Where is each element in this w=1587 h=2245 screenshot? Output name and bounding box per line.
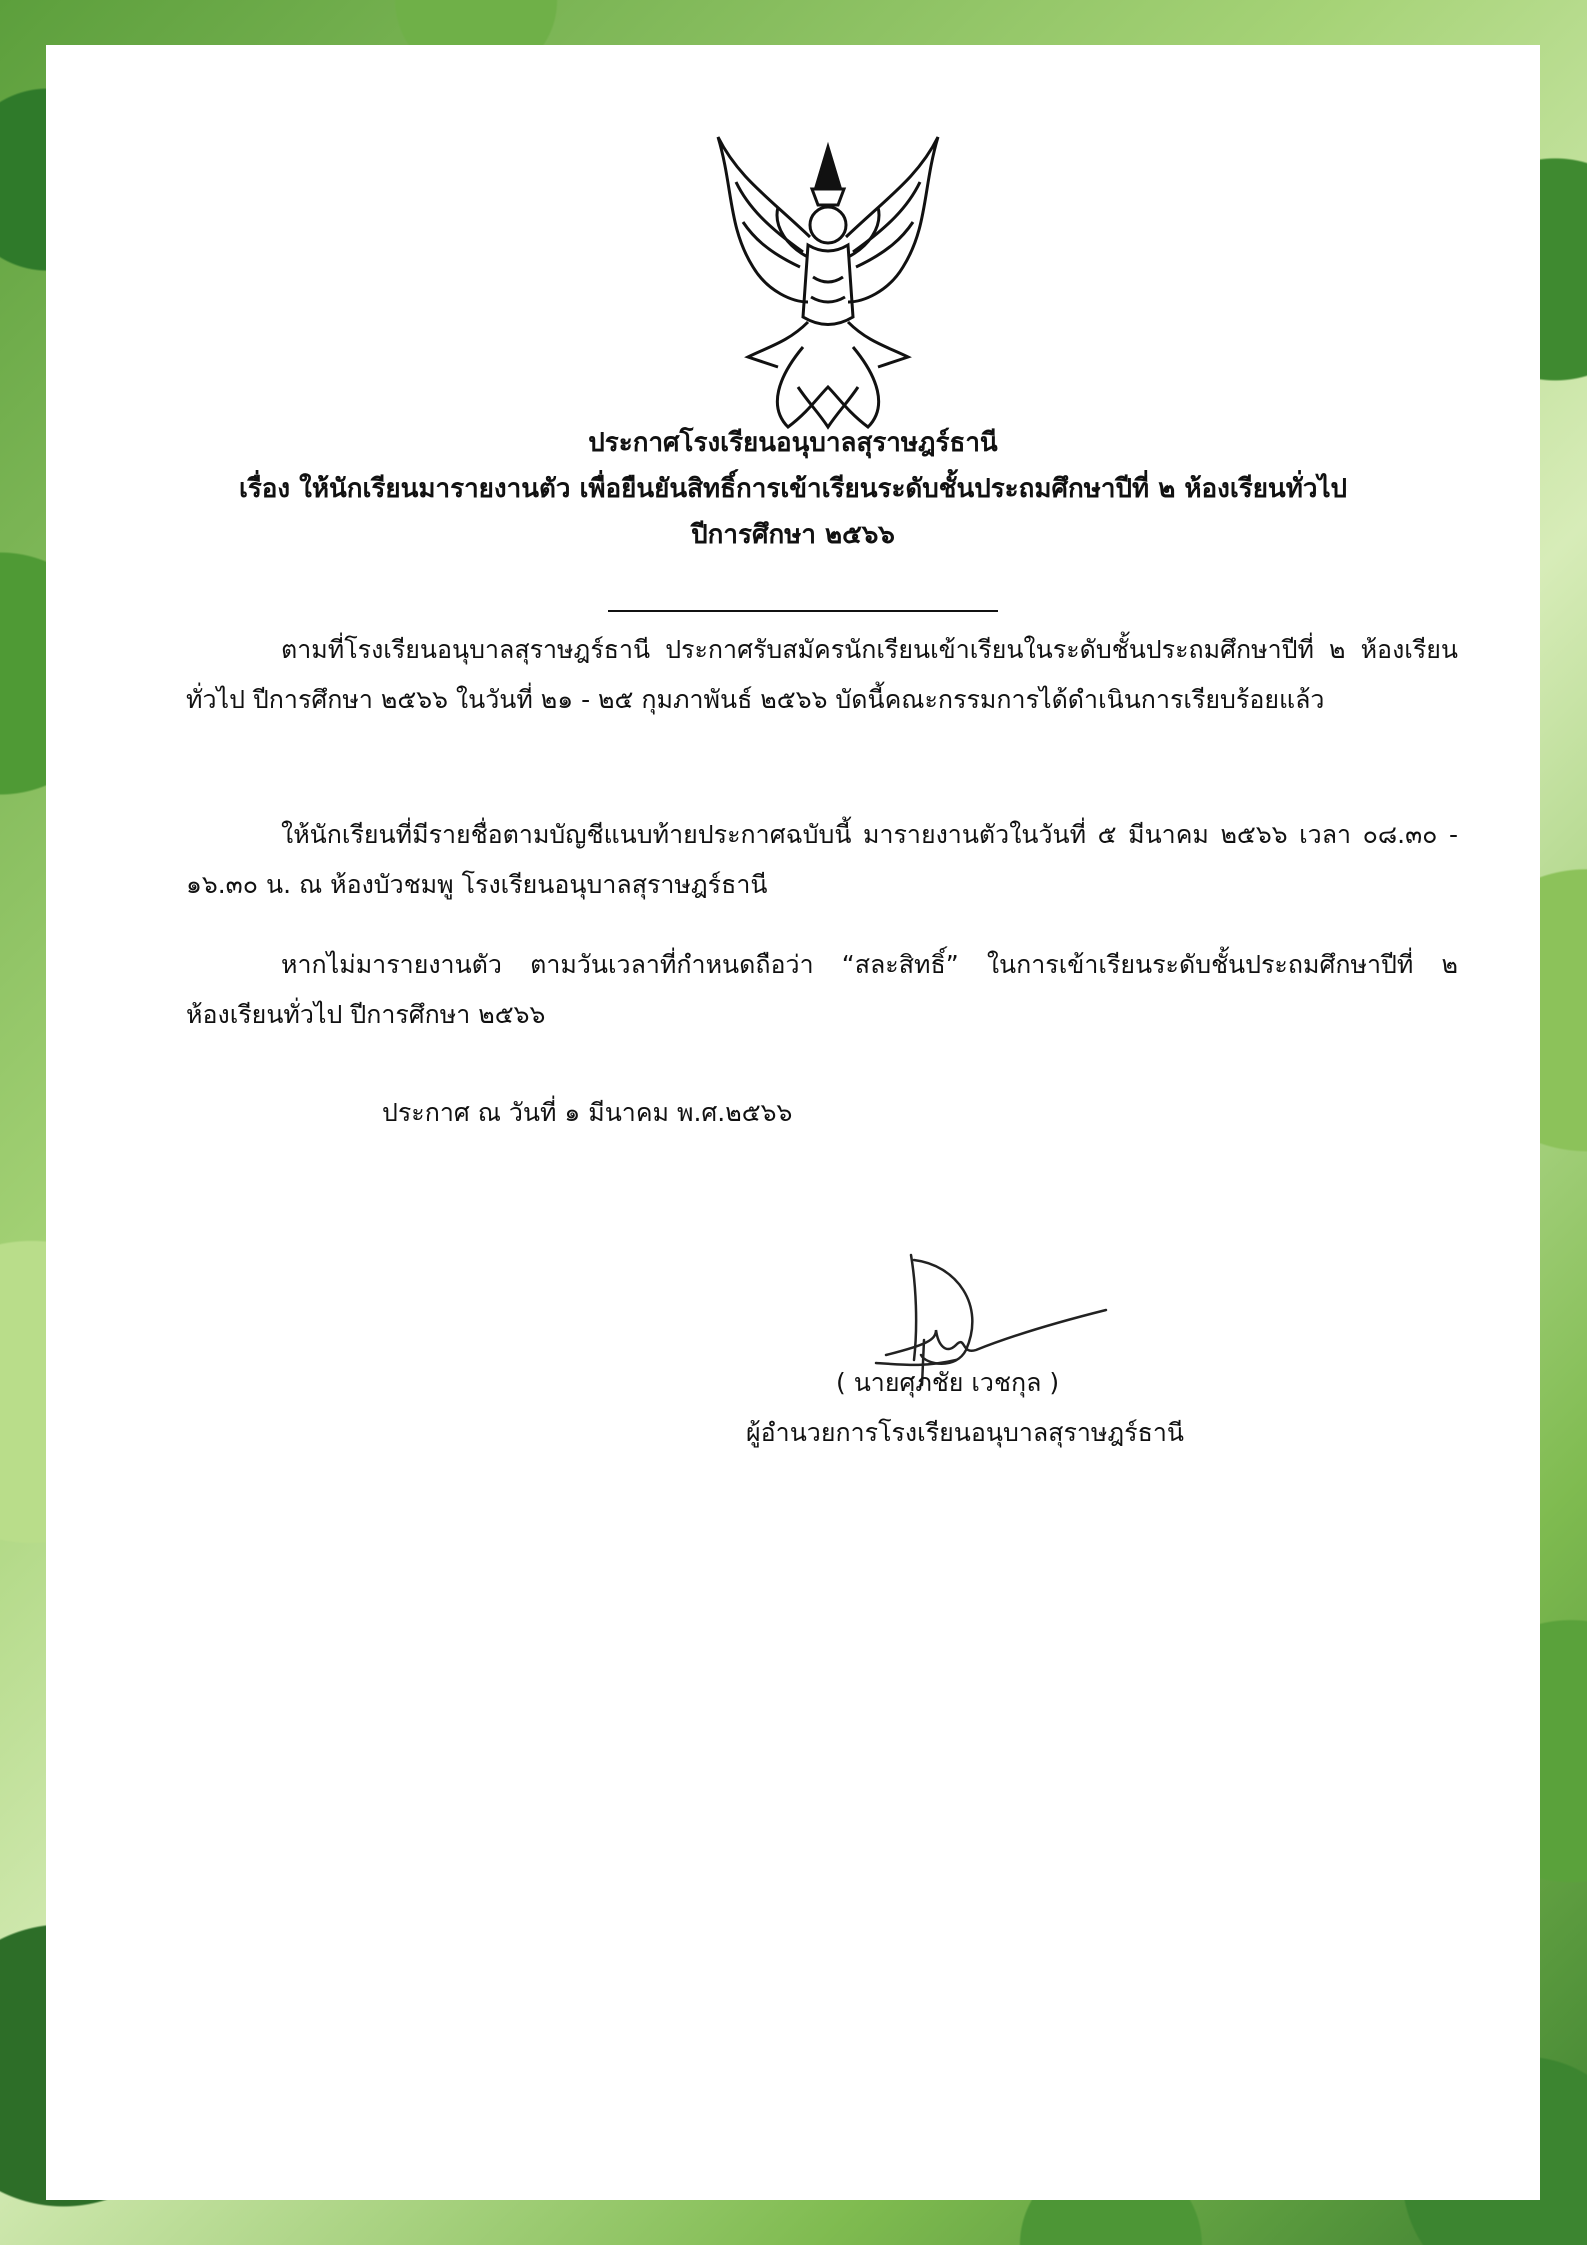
heading-line-3: ปีการศึกษา ๒๕๖๖ — [691, 520, 895, 550]
signer-title: ผู้อำนวยการโรงเรียนอนุบาลสุราษฎร์ธานี — [746, 1418, 1184, 1447]
body-paragraph-3-text: หากไม่มารายงานตัว ตามวันเวลาที่กำหนดถือว่า “สละสิทธิ์” ในการเข้าเรียนระดับชั้นประถมศึกษาปีที่ ๒ ห้องเรียนทั่วไป ปีการศึกษา ๒๕๖๖ — [186, 950, 1458, 1029]
heading-divider — [608, 610, 998, 612]
announce-date: ประกาศ ณ วันที่ ๑ มีนาคม พ.ศ.๒๕๖๖ — [382, 1098, 793, 1127]
body-paragraph-3 — [186, 940, 1458, 1040]
body-paragraph-1 — [186, 625, 1458, 725]
announcement-heading — [126, 420, 1460, 558]
heading-line-1: ประกาศโรงเรียนอนุบาลสุราษฎร์ธานี — [588, 428, 998, 458]
body-paragraph-2 — [186, 810, 1458, 910]
heading-line-2: เรื่อง ให้นักเรียนมารายงานตัว เพื่อยืนยันสิทธิ์การเข้าเรียนระดับชั้นประถมศึกษาปีที่ ๒ ห้องเรียนทั่วไป — [238, 474, 1348, 504]
signer-name: ( นายศุภชัย เวชกุล ) — [836, 1368, 1060, 1397]
document-page — [46, 45, 1540, 2200]
garuda-emblem-icon — [708, 127, 948, 437]
body-paragraph-2-text: ให้นักเรียนที่มีรายชื่อตามบัญชีแนบท้ายประกาศฉบับนี้ มารายงานตัวในวันที่ ๕ มีนาคม ๒๕๖๖ เวลา ๐๘.๓๐ - ๑๖.๓๐ น. ณ ห้องบัวชมพู โรงเรียนอนุบาลสุราษฎร์ธานี — [186, 820, 1458, 899]
body-paragraph-1-text: ตามที่โรงเรียนอนุบาลสุราษฎร์ธานี ประกาศรับสมัครนักเรียนเข้าเรียนในระดับชั้นประถมศึกษาปีที่ ๒ ห้องเรียนทั่วไป ปีการศึกษา ๒๕๖๖ ในวันที่ ๒๑ - ๒๕ กุมภาพันธ์ ๒๕๖๖ บัดนี้คณะกรรมการได้ดำเนินการเรียบร้อยแล้ว — [186, 635, 1458, 714]
